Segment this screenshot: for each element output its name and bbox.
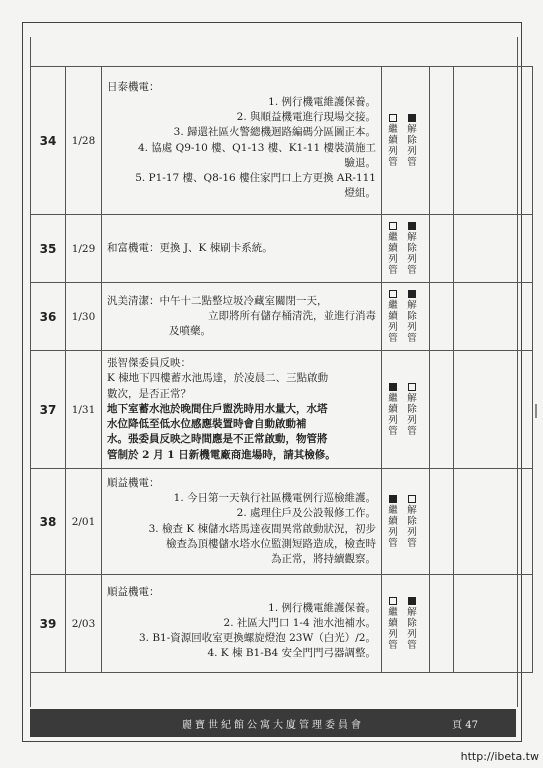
release-option xyxy=(406,383,418,437)
row-content xyxy=(102,469,382,575)
content-line: 1. 今日第一天執行社區機電例行巡檢維護。 xyxy=(173,492,376,505)
empty-cell xyxy=(430,67,454,215)
content-line: K 棟地下四樓蓄水池馬達，於凌晨二、三點啟動 xyxy=(107,372,329,385)
status-label: 繼 續 列 管 xyxy=(388,299,398,344)
release-checkbox xyxy=(408,495,416,503)
watermark-text: http://ibeta.tw xyxy=(460,750,539,763)
status-label: 繼 續 列 管 xyxy=(388,606,398,651)
table-row xyxy=(31,351,533,469)
status-label: 繼 續 列 管 xyxy=(388,392,398,437)
continue-option xyxy=(387,290,399,344)
continue-option xyxy=(387,495,399,549)
empty-cell xyxy=(430,215,454,283)
release-checkbox xyxy=(408,597,416,605)
continue-option xyxy=(387,597,399,651)
row-date: 1/29 xyxy=(66,215,102,283)
table-row xyxy=(31,575,533,673)
content-line: 水。張委員反映之時間應是不正常啟動，物管將 xyxy=(107,433,328,446)
empty-cell xyxy=(430,283,454,351)
row-date: 1/28 xyxy=(66,67,102,215)
status-cell xyxy=(382,351,430,469)
row-content xyxy=(102,283,382,351)
content-line: 立即將所有儲存桶清洗，並進行消毒 xyxy=(208,309,376,322)
content-line: 張智傑委員反映： xyxy=(107,357,191,370)
row-number: 39 xyxy=(31,575,66,673)
empty-cell xyxy=(454,469,533,575)
status-cell xyxy=(382,575,430,673)
table-row xyxy=(31,469,533,575)
row-number: 35 xyxy=(31,215,66,283)
release-option xyxy=(406,114,418,168)
continue-checkbox xyxy=(389,597,397,605)
content-line: 地下室蓄水池於晚間住戶盥洗時用水量大，水塔 xyxy=(107,402,328,415)
release-option xyxy=(406,290,418,344)
content-line: 4. 協處 Q9-10 樓、Q1-13 樓、K1-11 樓裝潢施工 xyxy=(137,141,376,154)
content-line: 3. B1-資源回收室更換螺旋燈泡 23W（白光）/2。 xyxy=(138,632,376,645)
status-label: 解 除 列 管 xyxy=(407,231,417,276)
content-line: 4. K 棟 B1-B4 安全門門弓器調整。 xyxy=(207,647,376,660)
table-row xyxy=(31,215,533,283)
continue-checkbox xyxy=(389,114,397,122)
content-line: 水位降低至低水位感應裝置時會自動啟動補 xyxy=(107,418,307,431)
status-label: 解 除 列 管 xyxy=(407,392,417,437)
row-number: 34 xyxy=(31,67,66,215)
content-line: 順益機電： xyxy=(107,476,160,489)
status-cell xyxy=(382,215,430,283)
content-line: 2. 社區大門口 1-4 池水池補水。 xyxy=(223,616,376,629)
status-cell xyxy=(382,469,430,575)
row-date: 1/30 xyxy=(66,283,102,351)
row-date: 1/31 xyxy=(66,351,102,469)
continue-checkbox xyxy=(389,290,397,298)
release-checkbox xyxy=(408,222,416,230)
empty-cell xyxy=(430,575,454,673)
status-label: 繼 續 列 管 xyxy=(388,231,398,276)
status-label: 解 除 列 管 xyxy=(407,299,417,344)
release-option xyxy=(406,495,418,549)
release-checkbox xyxy=(408,290,416,298)
page-footer xyxy=(30,709,516,737)
row-number: 36 xyxy=(31,283,66,351)
content-line: 為正常，將持續觀察。 xyxy=(271,552,376,565)
row-content xyxy=(102,575,382,673)
release-checkbox xyxy=(408,383,416,391)
continue-option xyxy=(387,383,399,437)
status-label: 繼 續 列 管 xyxy=(388,123,398,168)
status-label: 解 除 列 管 xyxy=(407,606,417,651)
row-number: 38 xyxy=(31,469,66,575)
content-line: 管制於 2 月 1 日新機電廠商進場時，請其檢修。 xyxy=(107,448,336,461)
status-label: 繼 續 列 管 xyxy=(388,504,398,549)
content-line: 5. P1-17 樓、Q8-16 樓住家門口上方更換 AR-111 xyxy=(135,171,376,184)
table-row xyxy=(31,283,533,351)
continue-option xyxy=(387,114,399,168)
row-content xyxy=(102,67,382,215)
release-checkbox xyxy=(408,114,416,122)
content-line: 汎美清潔：中午十二點整垃圾冷藏室關閉一天， xyxy=(107,294,328,307)
content-line: 3. 檢查 K 棟儲水塔馬達夜間異常啟動狀況，初步 xyxy=(148,522,376,535)
status-cell xyxy=(382,67,430,215)
empty-cell xyxy=(454,67,533,215)
content-line: 1. 例行機電維護保養。 xyxy=(268,601,376,614)
content-line: 數次，是否正常？ xyxy=(107,387,191,400)
release-option xyxy=(406,597,418,651)
content-line: 日泰機電： xyxy=(107,80,160,93)
status-label: 解 除 列 管 xyxy=(407,123,417,168)
content-line: 2. 與順益機電進行現場交接。 xyxy=(236,111,376,124)
continue-option xyxy=(387,222,399,276)
content-line: 2. 處理住戶及公設報修工作。 xyxy=(236,507,376,520)
status-cell xyxy=(382,283,430,351)
release-option xyxy=(406,222,418,276)
row-date: 2/01 xyxy=(66,469,102,575)
continue-checkbox xyxy=(389,222,397,230)
log-table xyxy=(30,66,533,673)
empty-cell xyxy=(430,469,454,575)
continue-checkbox xyxy=(389,383,397,391)
content-line: 3. 歸還社區火警總機迴路編碼分區圖正本。 xyxy=(173,126,376,139)
content-line: 和富機電：更換 J、K 棟刷卡系統。 xyxy=(107,241,273,254)
empty-cell xyxy=(454,283,533,351)
row-content xyxy=(102,351,382,469)
empty-cell xyxy=(454,351,533,469)
table-row xyxy=(31,67,533,215)
content-line: 燈組。 xyxy=(344,187,376,200)
row-number: 37 xyxy=(31,351,66,469)
content-line: 順益機電： xyxy=(107,586,160,599)
row-date: 2/03 xyxy=(66,575,102,673)
continue-checkbox xyxy=(389,495,397,503)
empty-cell xyxy=(430,351,454,469)
scan-mark xyxy=(535,404,537,418)
content-line: 1. 例行機電維護保養。 xyxy=(268,95,376,108)
organization-name: 麗寶世紀館公寓大廈管理委員會 xyxy=(182,720,364,731)
content-line: 驗退。 xyxy=(344,156,376,169)
status-label: 解 除 列 管 xyxy=(407,504,417,549)
content-line: 檢查為頂樓儲水塔水位監測短路造成，檢查時 xyxy=(166,537,376,550)
row-content xyxy=(102,215,382,283)
empty-cell xyxy=(454,215,533,283)
page-number: 頁 47 xyxy=(452,720,478,731)
empty-cell xyxy=(454,575,533,673)
content-line: 及噴藥。 xyxy=(169,325,211,338)
